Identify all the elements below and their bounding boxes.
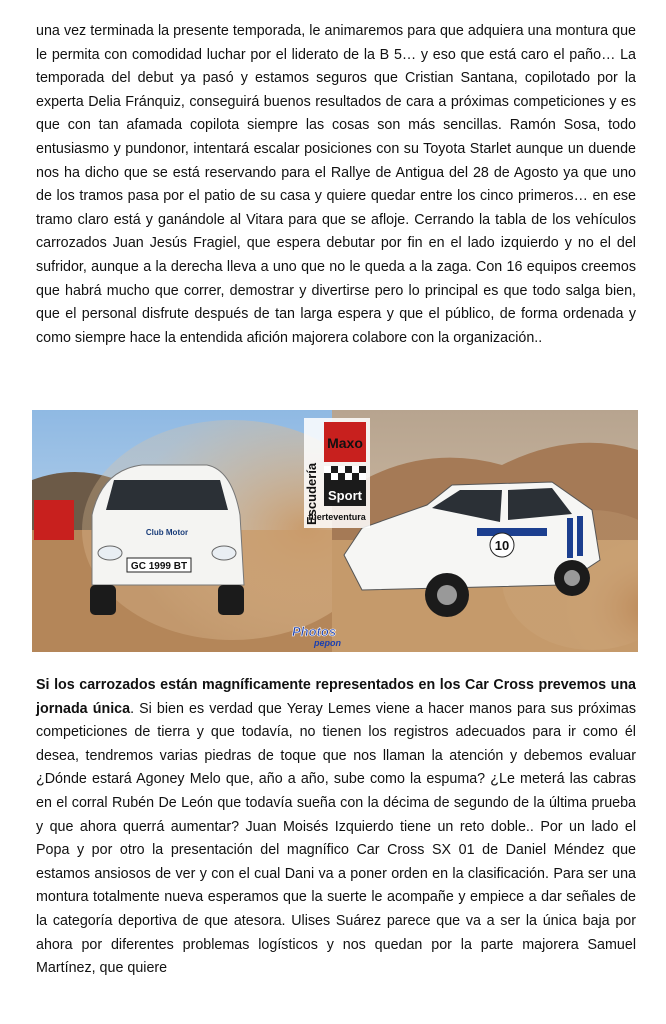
svg-text:Photos: Photos xyxy=(292,624,337,639)
paragraph-intro: una vez terminada la presente temporada, le animaremos para que adquiera una montura que le permita con comodidad luchar por el liderato de la B 5… y eso que está caro el paño… La temporada del debut ya pasó y estamos seguros que Cristian Santana, copilotado por la experta Delia Fránquiz, conseguirá buenos resultados de cara a próximas competiciones y es que con tan afamada copilota siempre las cosas son más sencillas. Ramón Sosa, todo entusiasmo y pundonor, intentará escalar posiciones con su Toyota Starlet aunque un duende nos ha dicho que se está reservando para el Rallye de Antigua del 28 de Agosto ya que uno de los tramos pasa por el patio de su casa y quiere quedar entre los cinco primeros… en ese tramo claro está y ganándole al Vitara para que se afloje. Cerrando la tabla de los vehículos carrozados Juan Jesús Fragiel, que espera debutar por fin en el lado izquierdo y no el del sufridor, aunque a la derecha lleva a uno que no le queda a la zaga. Con 16 equipos creemos que habrá mucho que correr, demostrar y divertirse pero lo principal es que todo salga bien, que el personal disfrute después de tan larga espera y que el público, de forma ordenada y como siempre hace la entendida afición majorera colabore con la organización.. xyxy=(36,23,636,346)
paragraph-lead: Si los carrozados están magníficamente representados en los Car Cross prevemos una jornada única xyxy=(36,677,636,717)
svg-text:Maxo: Maxo xyxy=(327,435,363,451)
rally-photo xyxy=(32,410,638,652)
plate-text: GC 1999 BT xyxy=(130,561,188,572)
svg-text:Sport: Sport xyxy=(328,488,362,503)
svg-text:Club Motor: Club Motor xyxy=(145,528,189,537)
car-number: 10 xyxy=(494,538,510,553)
svg-text:Escudería: Escudería xyxy=(304,462,319,525)
escuderia-maxo-sport-logo xyxy=(304,418,370,528)
svg-text:fuerteventura: fuerteventura xyxy=(308,512,366,522)
svg-text:pepon: pepon xyxy=(314,638,341,648)
paragraph-car-cross xyxy=(36,674,636,981)
paragraph-body: . Si bien es verdad que Yeray Lemes viene a hacer manos para sus próximas competiciones de tierra y que todavía, no tienen los registros adecuados para ir como él desea, tendremos varias piedras de toque que nos llaman la atención y debemos evaluar ¿Dónde estará Agoney Melo que, año a año, sube como la espuma? ¿Le meterá las cabras en el corral Rubén De León que todavía sueña con la décima de segundo de la última prueba y que ahora querrá aumentar? Juan Moisés Izquierdo tiene un reto doble.. Por un lado el Popa y por otro la presentación del magnífico Car Cross SX 01 de Daniel Méndez que estamos ansiosos de ver y con el cual Dani va a poner orden en la clasificación. Para ser una montura totalmente nueva esperamos que la suerte le acompañe y empiece a dar señales de la categoría deportiva de que atesora. Ulises Suárez parece que va a ser la única baja por ahora por diferentes problemas logísticos y nos quedan por la parte majorera Samuel Martínez, que quiere xyxy=(36,700,636,977)
